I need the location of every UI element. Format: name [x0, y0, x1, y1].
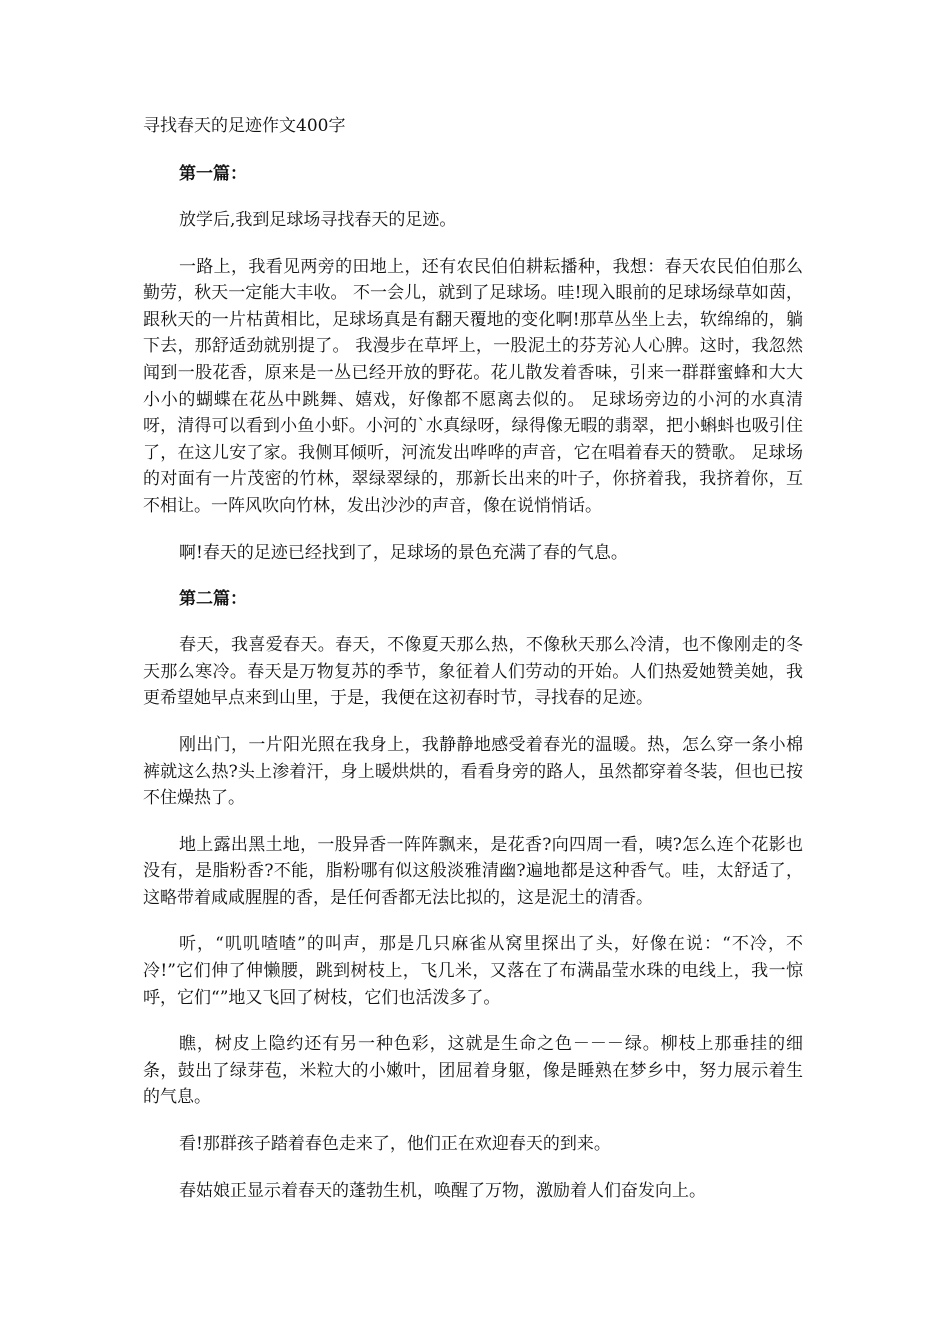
document-title: 寻找春天的足迹作文400字 — [143, 116, 346, 136]
paragraph: 一路上，我看见两旁的田地上，还有农民伯伯耕耘播种，我想：春天农民伯伯那么勤劳，秋天一定能大丰收。 不一会儿，就到了足球场。哇!现入眼前的足球场绿草如茵，跟秋天的一片枯黄相比，足球场真是有翻天覆地的变化啊!那草丛坐上去，软绵绵的，躺下去，那舒适劲就别提了。 我漫步在草坪上，一股泥土的芬芳沁人心脾。这时，我忽然闻到一股花香，原来是一丛已经开放的野花。花儿散发着香味，引来一群群蜜蜂和大大小小的蝴蝶在花丛中跳舞、嬉戏，好像都不愿离去似的。 足球场旁边的小河的水真清呀，清得可以看到小鱼小虾。小河的`水真绿呀，绿得像无暇的翡翠，把小蝌蚪也吸引住了，在这儿安了家。我侧耳倾听，河流发出哗哗的声音，它在唱着春天的赞歌。 足球场的对面有一片茂密的竹林，翠绿翠绿的，那新长出来的叶子，你挤着我，我挤着你，互不相让。一阵风吹向竹林，发出沙沙的声音，像在说悄悄话。 — [143, 256, 803, 516]
section-heading: 第二篇： — [179, 589, 247, 610]
document-body — [143, 113, 803, 1224]
paragraph: 春姑娘正显示着春天的蓬勃生机，唤醒了万物，激励着人们奋发向上。 — [179, 1180, 706, 1201]
section-1 — [143, 161, 803, 566]
paragraph: 瞧，树皮上隐约还有另一种色彩，这就是生命之色－－－绿。柳枝上那垂挂的细条，鼓出了绿芽苞，米粒大的小嫩叶，团屈着身躯，像是睡熟在梦乡中，努力展示着生的气息。 — [143, 1034, 803, 1108]
paragraph: 啊!春天的足迹已经找到了，足球场的景色充满了春的气息。 — [179, 542, 628, 563]
paragraph: 看!那群孩子踏着春色走来了，他们正在欢迎春天的到来。 — [179, 1134, 611, 1155]
section-heading: 第一篇： — [179, 164, 247, 184]
paragraph: 地上露出黑土地，一股异香一阵阵飘来，是花香?向四周一看，咦?怎么连个花影也没有，是脂粉香?不能，脂粉哪有似这般淡雅清幽?遍地都是这种香气。哇，太舒适了，这略带着咸咸腥腥的香，是任何香都无法比拟的，这是泥土的清香。 — [143, 834, 803, 908]
section-2 — [143, 586, 803, 1204]
paragraph: 听，“叽叽喳喳”的叫声，那是几只麻雀从窝里探出了头，好像在说：“不冷，不冷!”它们伸了伸懒腰，跳到树枝上，飞几米，又落在了布满晶莹水珠的电线上，我一惊呼，它们“”地又飞回了树枝，它们也活泼多了。 — [143, 934, 803, 1008]
paragraph: 刚出门，一片阳光照在我身上，我静静地感受着春光的温暖。热，怎么穿一条小棉裤就这么热?头上渗着汗，身上暖烘烘的，看看身旁的路人，虽然都穿着冬装，但也已按不住燥热了。 — [143, 734, 803, 809]
paragraph: 春天，我喜爱春天。春天，不像夏天那么热，不像秋天那么冷清，也不像刚走的冬天那么寒冷。春天是万物复苏的季节，象征着人们劳动的开始。人们热爱她赞美她，我更希望她早点来到山里，于是，我便在这初春时节，寻找春的足迹。 — [143, 635, 803, 709]
paragraph: 放学后,我到足球场寻找春天的足迹。 — [179, 210, 457, 230]
